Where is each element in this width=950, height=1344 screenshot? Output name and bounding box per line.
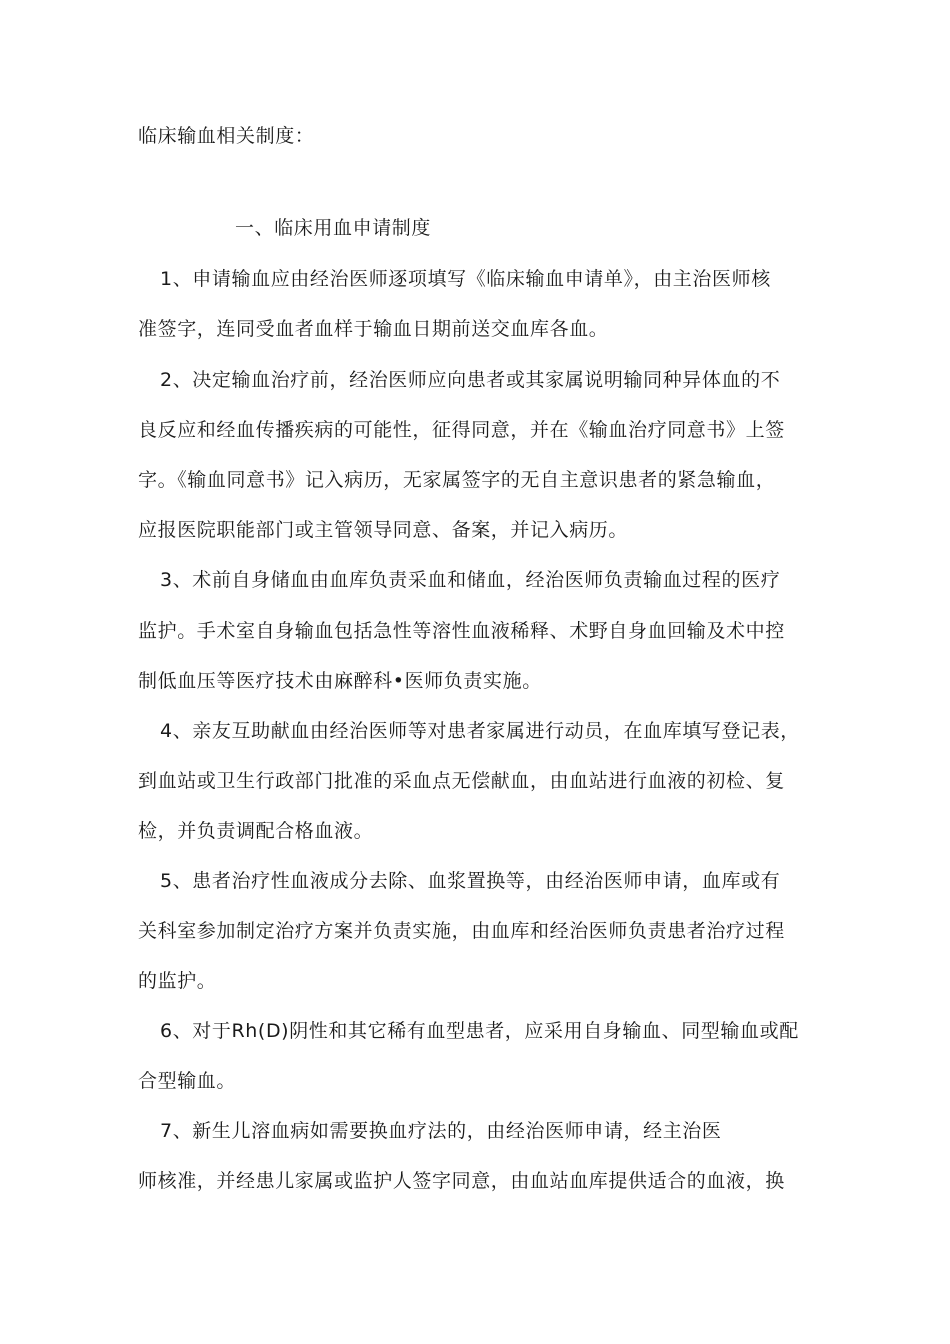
paragraph-1-line-2: 准签字，连同受血者血样于输血日期前送交血库各血。 bbox=[138, 318, 609, 340]
paragraph-2-line-2: 良反应和经血传播疾病的可能性，征得同意，并在《输血治疗同意书》上签 bbox=[138, 419, 785, 441]
document-title: 临床输血相关制度： bbox=[138, 125, 315, 147]
paragraph-5-line-2: 关科室参加制定治疗方案并负责实施，由血库和经治医师负责患者治疗过程 bbox=[138, 920, 785, 942]
paragraph-3-line-2: 监护。手术室自身输血包括急性等溶性血液稀释、术野自身血回输及术中控 bbox=[138, 620, 785, 642]
section-heading: 一、临床用血申请制度 bbox=[235, 217, 432, 239]
paragraph-4-line-1: 4、亲友互助献血由经治医师等对患者家属进行动员，在血库填写登记表， bbox=[160, 720, 800, 742]
paragraph-2-line-3: 字。《输血同意书》记入病历，无家属签字的无自主意识患者的紧急输血， bbox=[138, 469, 776, 491]
paragraph-3-line-3: 制低血压等医疗技术由麻醉科•医师负责实施。 bbox=[138, 670, 542, 692]
paragraph-7-line-1: 7、新生儿溶血病如需要换血疗法的，由经治医师申请，经主治医 bbox=[160, 1120, 722, 1142]
paragraph-2-line-1: 2、决定输血治疗前，经治医师应向患者或其家属说明输同种异体血的不 bbox=[160, 369, 781, 391]
paragraph-4-line-3: 检，并负责调配合格血液。 bbox=[138, 820, 374, 842]
paragraph-4-line-2: 到血站或卫生行政部门批准的采血点无偿献血，由血站进行血液的初检、复 bbox=[138, 770, 785, 792]
paragraph-7-line-2: 师核准，并经患儿家属或监护人签字同意，由血站血库提供适合的血液，换 bbox=[138, 1170, 785, 1192]
paragraph-3-line-1: 3、术前自身储血由血库负责采血和储血，经治医师负责输血过程的医疗 bbox=[160, 569, 781, 591]
paragraph-6-line-1: 6、对于Rh(D)阴性和其它稀有血型患者，应采用自身输血、同型输血或配 bbox=[160, 1020, 799, 1042]
paragraph-5-line-3: 的监护。 bbox=[138, 970, 217, 992]
paragraph-6-line-2: 合型输血。 bbox=[138, 1070, 237, 1092]
paragraph-2-line-4: 应报医院职能部门或主管领导同意、备案，并记入病历。 bbox=[138, 519, 629, 541]
paragraph-1-line-1: 1、申请输血应由经治医师逐项填写《临床输血申请单》，由主治医师核 bbox=[160, 268, 771, 290]
paragraph-5-line-1: 5、患者治疗性血液成分去除、血浆置换等，由经治医师申请，血库或有 bbox=[160, 870, 781, 892]
